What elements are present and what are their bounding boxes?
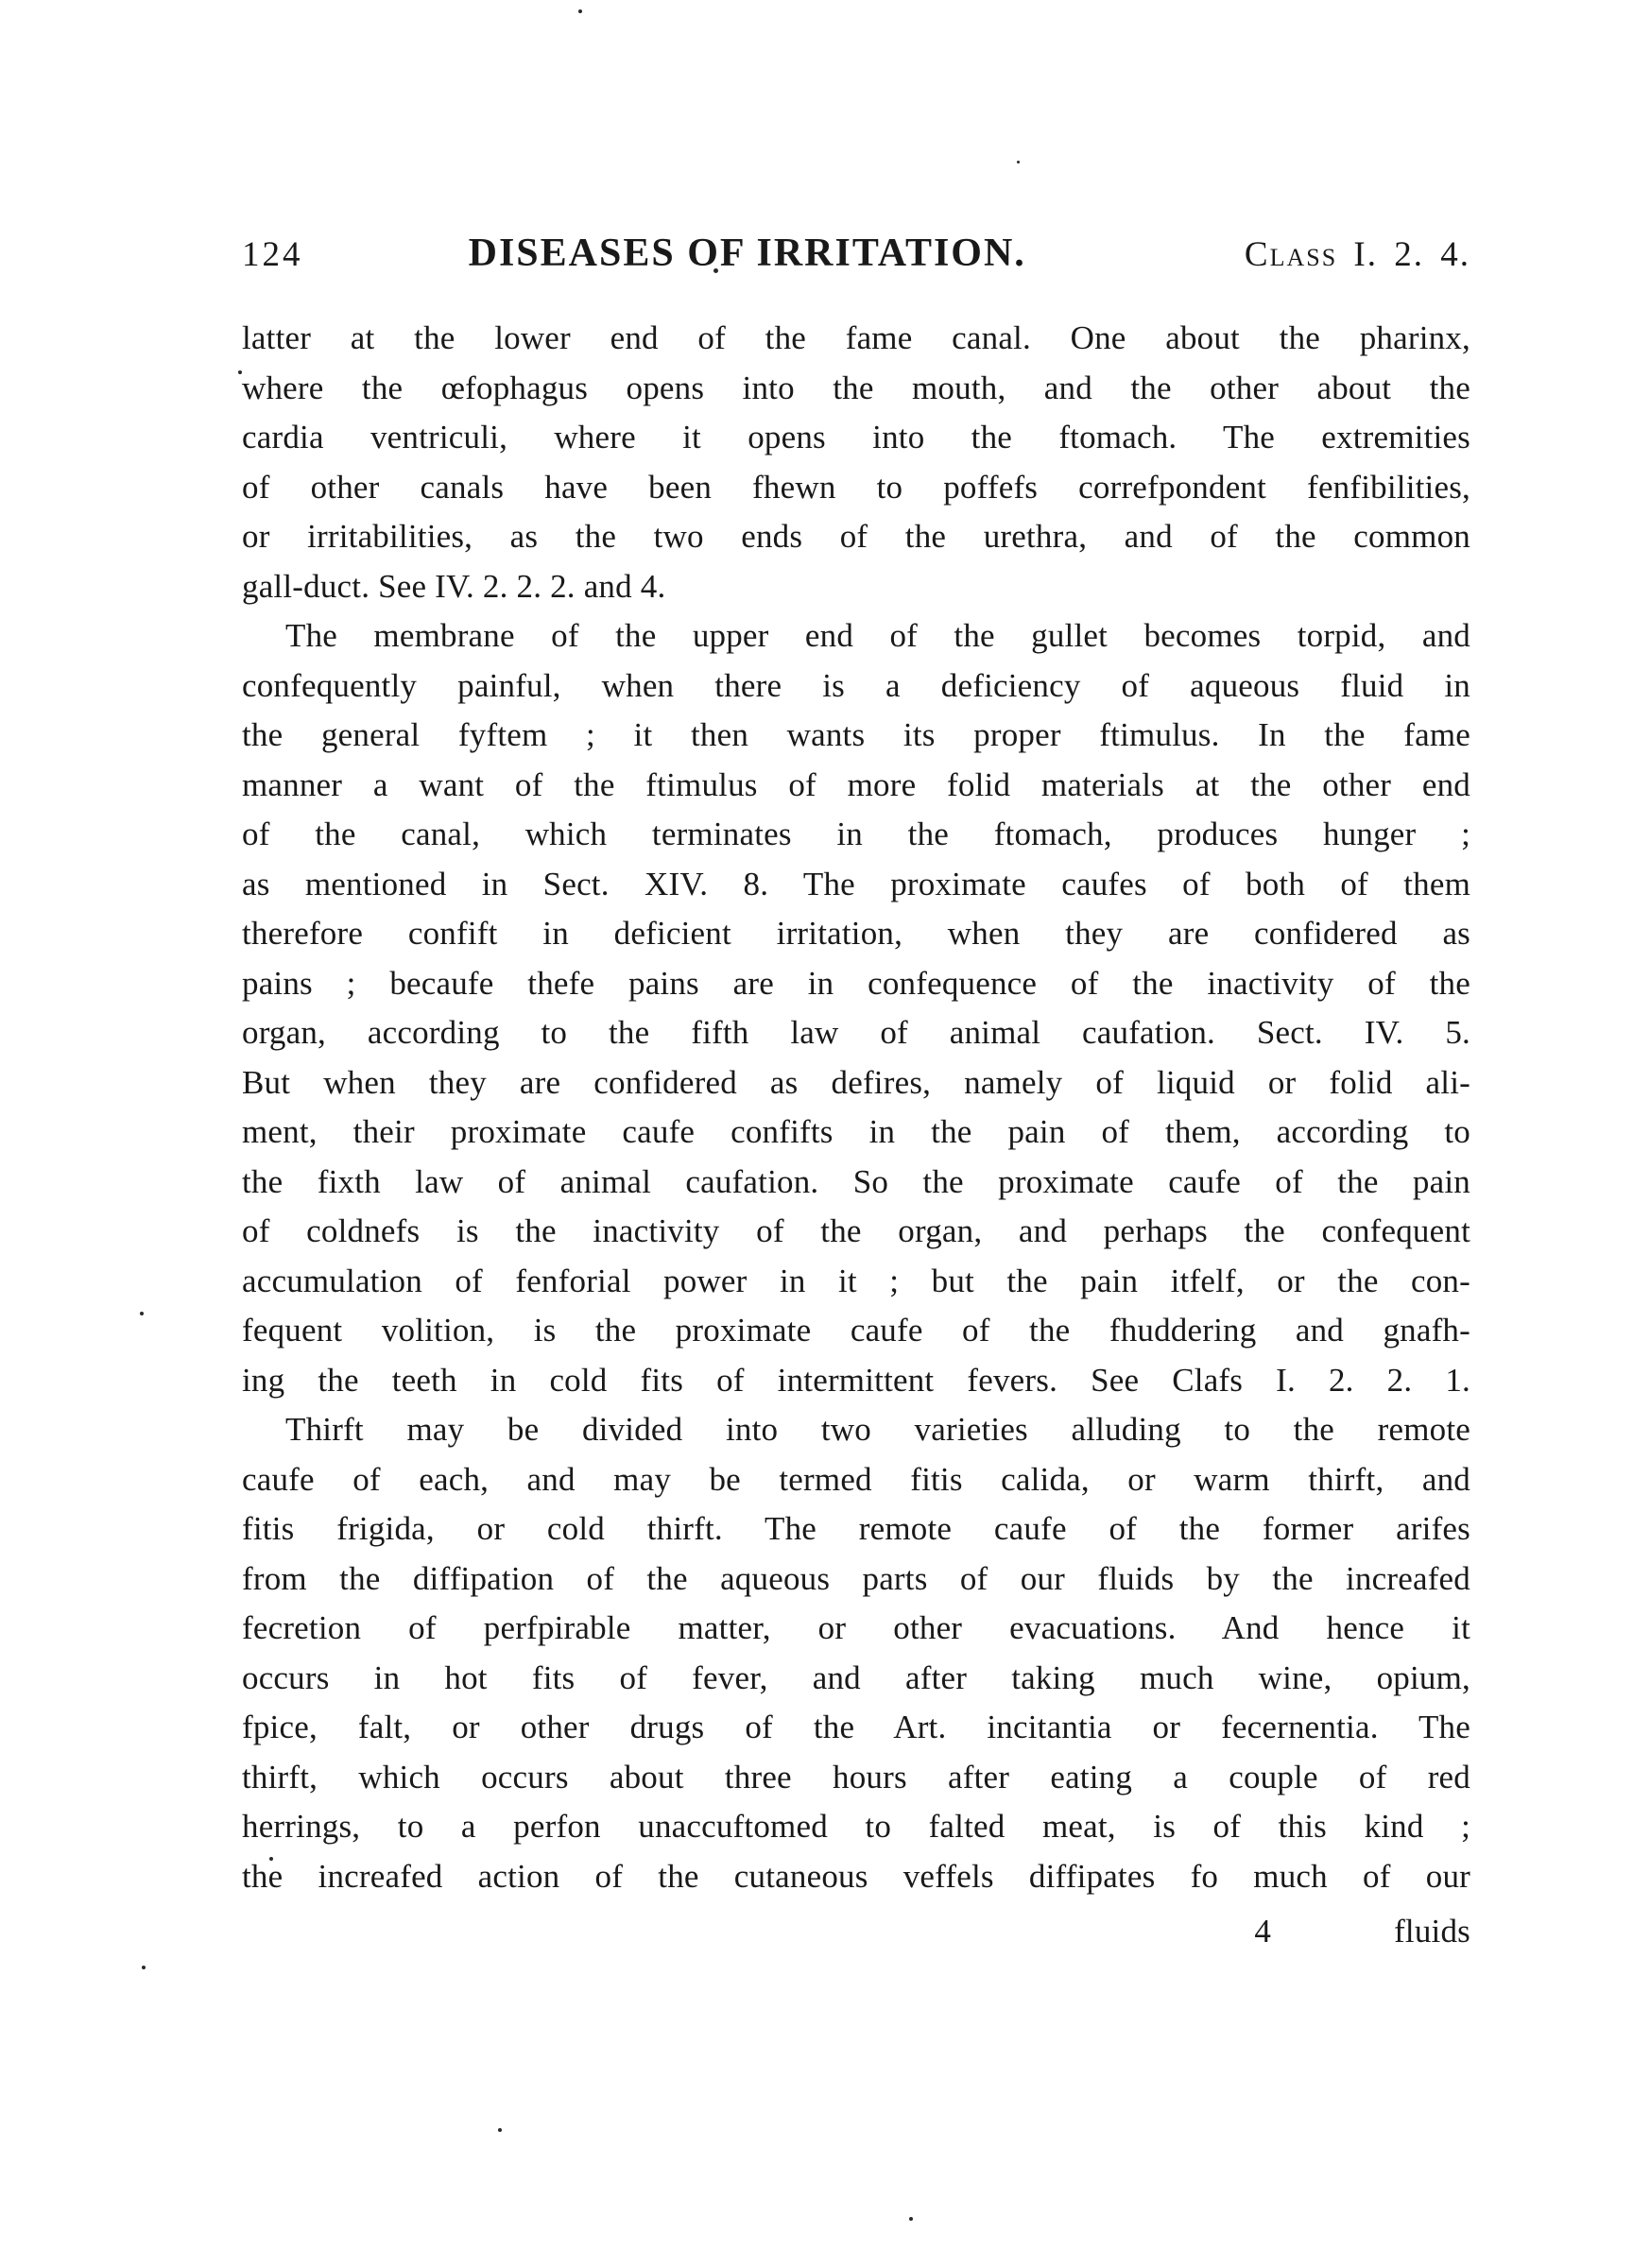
running-title: DISEASES OF IRRITATION. <box>468 232 1026 275</box>
text-line: latter at the lower end of the fame canal. One about the pharinx, <box>242 319 1470 356</box>
text-line: thirft, which occurs about three hours after eating a couple of red <box>242 1758 1470 1796</box>
text-line: where the œfophagus opens into the mouth, and the other about the <box>242 369 1470 406</box>
page-number: 124 <box>242 235 303 274</box>
body-text <box>242 314 1470 1957</box>
paragraph <box>242 1405 1470 1901</box>
text-line: or irritabilities, as the two ends of the urethra, and of the common <box>242 518 1470 555</box>
text-line: of the canal, which terminates in the ftomach, produces hunger ; <box>242 816 1470 852</box>
scan-speck <box>140 1312 144 1315</box>
text-line: the general fyftem ; it then wants its proper ftimulus. In the fame <box>242 716 1470 753</box>
text-line: the increafed action of the cutaneous veffels diffipates fo much of our <box>242 1857 1470 1895</box>
text-line: The membrane of the upper end of the gullet becomes torpid, and <box>285 617 1470 654</box>
text-line: therefore confift in deficient irritation, when they are confidered as <box>242 915 1470 952</box>
text-line: of other canals have been fhewn to poffefs correfpondent fenfibilities, <box>242 468 1470 506</box>
text-line: gall-duct. See IV. 2. 2. 2. and 4. <box>242 567 666 605</box>
text-line: But when they are confidered as defires, namely of liquid or folid ali- <box>242 1063 1470 1101</box>
paragraph <box>242 314 1470 611</box>
text-line: ment, their proximate caufe confifts in the pain of them, according to <box>242 1113 1470 1150</box>
text-line: confequently painful, when there is a deficiency of aqueous fluid in <box>242 666 1470 704</box>
text-line: of coldnefs is the inactivity of the organ, and perhaps the confequent <box>242 1212 1470 1249</box>
text-line: manner a want of the ftimulus of more folid materials at the other end <box>242 765 1470 803</box>
scan-speck <box>498 2128 502 2132</box>
text-line: Thirft may be divided into two varieties alluding to the remote <box>285 1411 1470 1448</box>
scan-speck <box>1017 161 1020 163</box>
text-line: fequent volition, is the proximate caufe of the fhuddering and gnafh- <box>242 1312 1470 1349</box>
text-line: ing the teeth in cold fits of intermittent fevers. See Clafs I. 2. 2. 1. <box>242 1361 1470 1399</box>
page-footer <box>242 1907 1470 1957</box>
text-line: accumulation of fenforial power in it ; but the pain itfelf, or the con- <box>242 1262 1470 1299</box>
text-line: herrings, to a perfon unaccuftomed to falted meat, is of this kind ; <box>242 1808 1470 1845</box>
text-line: fitis frigida, or cold thirft. The remote caufe of the former arifes <box>242 1510 1470 1547</box>
text-line: pains ; becaufe thefe pains are in confequence of the inactivity of the <box>242 964 1470 1002</box>
text-line: from the diffipation of the aqueous parts of our fluids by the increafed <box>242 1559 1470 1597</box>
text-line: caufe of each, and may be termed fitis calida, or warm thirft, and <box>242 1460 1470 1498</box>
text-line: as mentioned in Sect. XIV. 8. The proximate caufes of both of them <box>242 865 1470 902</box>
text-line: cardia ventriculi, where it opens into the ftomach. The extremities <box>242 419 1470 455</box>
scan-speck <box>578 9 582 13</box>
text-line: occurs in hot fits of fever, and after taking much wine, opium, <box>242 1658 1470 1696</box>
text-line: organ, according to the fifth law of animal caufation. Sect. IV. 5. <box>242 1014 1470 1051</box>
text-line: fpice, falt, or other drugs of the Art. incitantia or fecernentia. The <box>242 1709 1470 1745</box>
scan-speck <box>142 1966 146 1969</box>
catchword: fluids <box>1394 1913 1470 1950</box>
text-block <box>242 231 1470 1957</box>
signature-mark: 4 <box>1254 1913 1272 1950</box>
text-line: fecretion of perfpirable matter, or other evacuations. And hence it <box>242 1609 1470 1646</box>
page-header <box>242 231 1470 276</box>
paragraph <box>242 611 1470 1405</box>
text-line: the fixth law of animal caufation. So the proximate caufe of the pain <box>242 1162 1470 1200</box>
section-label: Class I. 2. 4. <box>1244 235 1470 274</box>
scan-speck <box>909 2217 913 2221</box>
